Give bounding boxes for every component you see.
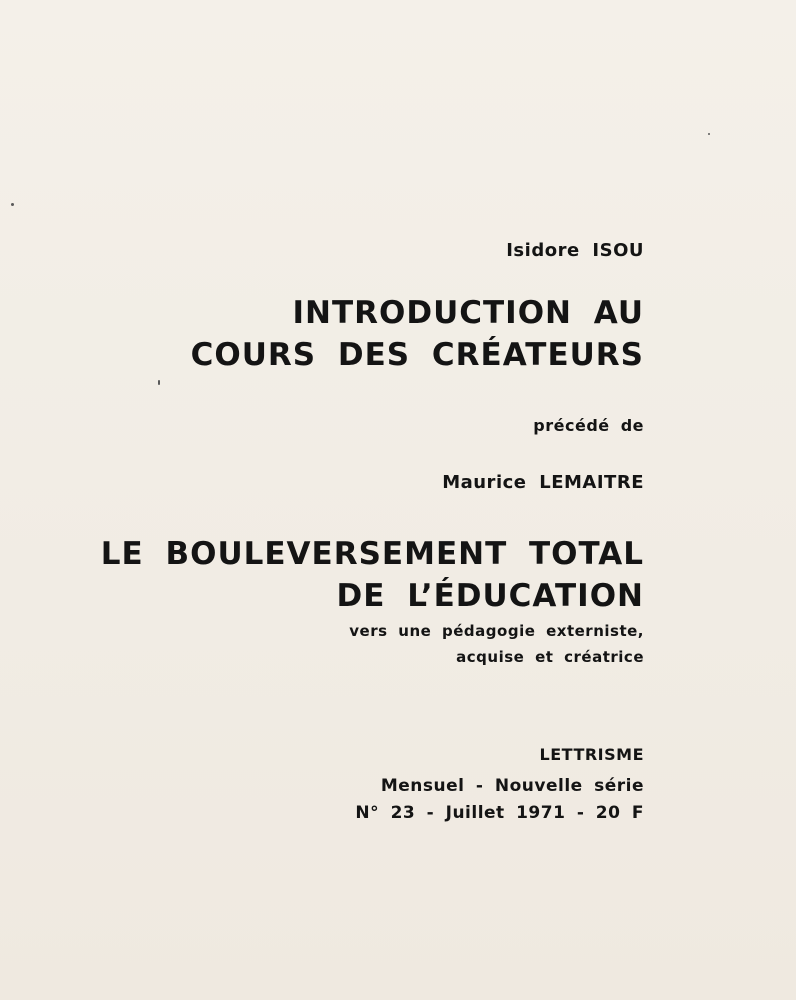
title-first-line-2: COURS DES CRÉATEURS bbox=[190, 337, 644, 373]
author-isou: Isidore ISOU bbox=[506, 240, 644, 261]
subtitle-line-2: acquise et créatrice bbox=[456, 648, 644, 666]
title-second-line-2: DE L’ÉDUCATION bbox=[336, 578, 644, 614]
issue-info: N° 23 - Juillet 1971 - 20 F bbox=[355, 803, 644, 823]
author-lemaitre: Maurice LEMAITRE bbox=[442, 472, 644, 493]
paper-speck bbox=[11, 203, 14, 206]
publication-name: LETTRISME bbox=[539, 745, 644, 764]
subtitle-line-1: vers une pédagogie externiste, bbox=[349, 622, 644, 640]
title-second-line-1: LE BOULEVERSEMENT TOTAL bbox=[100, 536, 644, 572]
paper-speck bbox=[158, 380, 160, 385]
title-first-line-1: INTRODUCTION AU bbox=[292, 295, 644, 331]
publication-frequency: Mensuel - Nouvelle série bbox=[380, 776, 644, 796]
paper-speck bbox=[708, 133, 710, 135]
preceded-by: précédé de bbox=[533, 416, 644, 435]
